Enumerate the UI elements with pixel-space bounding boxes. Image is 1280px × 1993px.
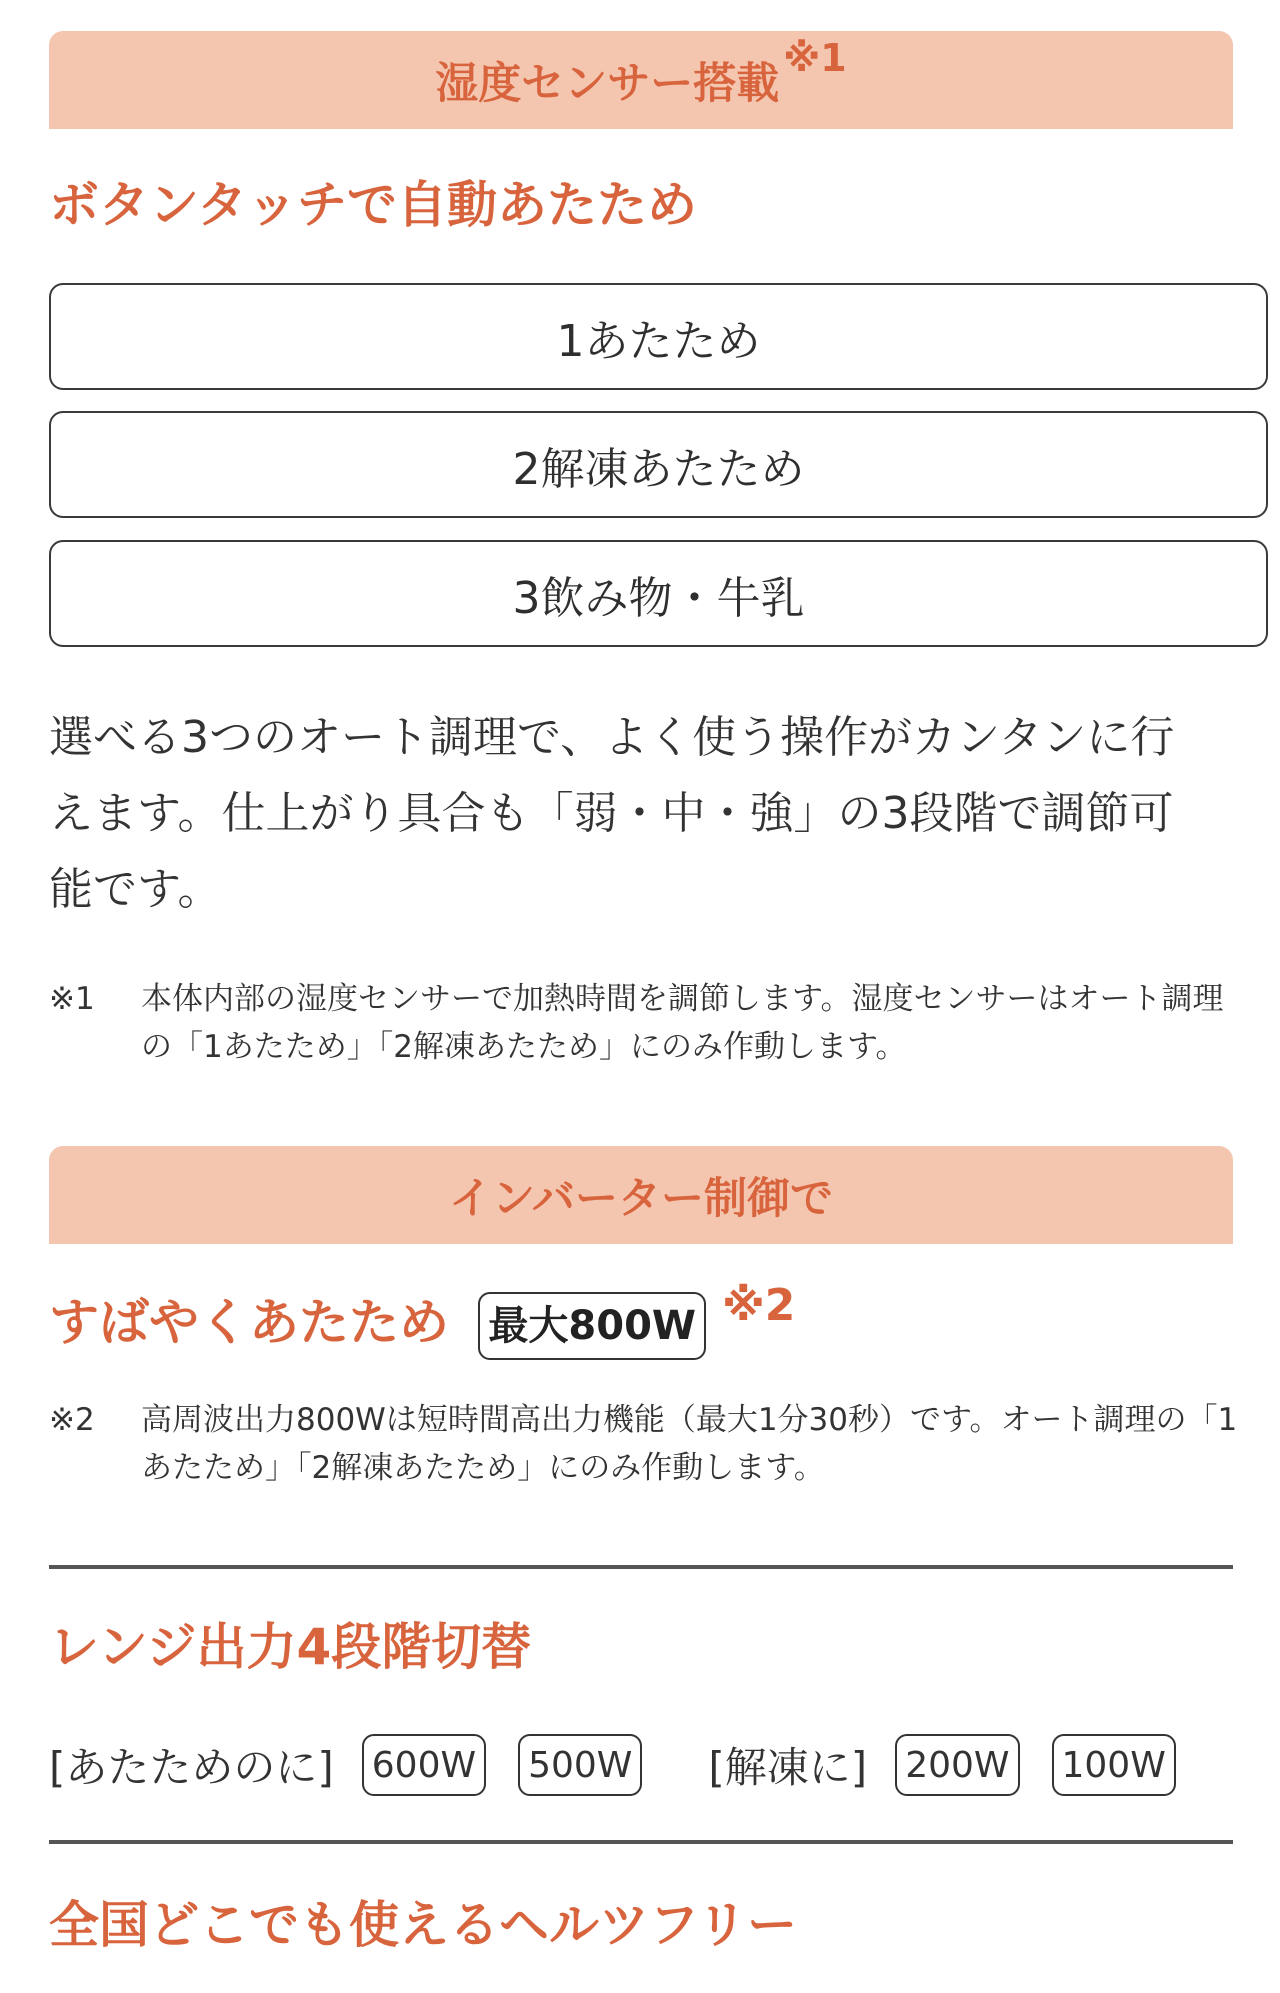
auto-cook-description: 選べる3つのオート調理で、よく使う操作がカンタンに行えます。仕上がり具合も「弱・中・強」の3段階で調節可能です。 xyxy=(49,712,1175,915)
auto-heat-heading: ボタンタッチで自動あたため xyxy=(49,176,697,234)
humidity-sensor-band xyxy=(49,31,1233,129)
band-title: インバーター制御で xyxy=(449,1173,833,1224)
footnote-mark: ※1 xyxy=(49,981,95,1017)
max-power-badge: 最大800W xyxy=(478,1292,706,1360)
footnote-text: 高周波出力800Wは短時間高出力機能（最大1分30秒）です。オート調理の「1あたため」「2解凍あたため」にのみ作動します。 xyxy=(141,1402,1238,1486)
power-200w-badge: 200W xyxy=(895,1734,1019,1796)
band-footnote-mark: ※1 xyxy=(783,36,847,80)
power-100w-badge: 100W xyxy=(1052,1734,1176,1796)
defrost-group-label: [解凍に] xyxy=(708,1743,868,1792)
option-button-defrost[interactable]: 2解凍あたため xyxy=(49,411,1268,518)
power-levels-heading: レンジ出力4段階切替 xyxy=(49,1618,532,1676)
divider xyxy=(49,1565,1233,1569)
power-600w-badge: 600W xyxy=(362,1734,486,1796)
quick-heat-label: すばやくあたため xyxy=(49,1293,449,1352)
quick-heat-heading xyxy=(49,1292,706,1360)
option-button-warm[interactable]: 1あたため xyxy=(49,283,1268,390)
warm-group-label: [あたためのに] xyxy=(49,1743,334,1792)
footnote-mark: ※2 xyxy=(49,1402,95,1438)
divider xyxy=(49,1840,1233,1844)
inverter-band xyxy=(49,1146,1233,1244)
hertz-free-heading: 全国どこでも使えるヘルツフリー xyxy=(49,1896,797,1954)
band-title: 湿度センサー搭載 xyxy=(435,58,780,109)
badge-footnote-mark: ※2 xyxy=(722,1280,796,1331)
footnote-1 xyxy=(49,975,1239,1071)
power-options-row xyxy=(49,1730,1208,1800)
option-button-drinks[interactable]: 3飲み物・牛乳 xyxy=(49,540,1268,647)
footnote-2 xyxy=(49,1396,1239,1492)
footnote-text: 本体内部の湿度センサーで加熱時間を調節します。湿度センサーはオート調理の「1あたため」「2解凍あたため」にのみ作動します。 xyxy=(141,981,1224,1065)
power-500w-badge: 500W xyxy=(518,1734,642,1796)
